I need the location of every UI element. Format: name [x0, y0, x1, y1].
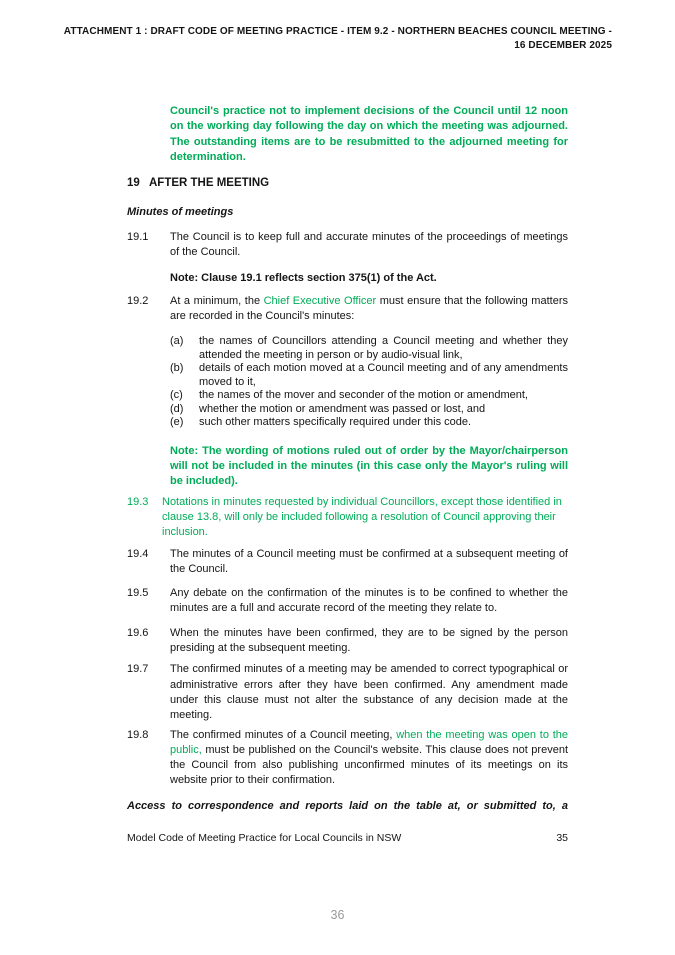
document-header [58, 25, 612, 53]
clause-19-3-number: 19.3 [127, 495, 149, 508]
clause-19-1 [127, 230, 568, 261]
pdf-page-number: 36 [330, 908, 345, 922]
clause-19-8-number: 19.8 [127, 728, 149, 741]
closing-subheading-access-to-correspondence: Access to correspondence and reports laid on the table at, or submitted to, a [127, 799, 568, 812]
clause-19-7-number: 19.7 [127, 663, 149, 676]
footer-title: Model Code of Meeting Practice for Local Councils in NSW [127, 832, 402, 844]
clause-19-7-text: The confirmed minutes of a meeting may be amended to correct typographical or administrative errors after they have been confirmed. Any amendment made under this clause must not alter the substance of any decision made at the meeting. [170, 663, 568, 722]
header-line-2: 16 DECEMBER 2025 [514, 40, 612, 51]
clause-19-2-list [127, 335, 568, 430]
list-item-a [127, 335, 568, 362]
list-item-a-label: (a) [170, 335, 184, 348]
clause-19-4-text: The minutes of a Council meeting must be confirmed at a subsequent meeting of the Council. [170, 547, 568, 575]
note-motions-ruled-out-of-order: Note: The wording of motions ruled out of order by the Mayor/chairperson will not be included in the minutes (in this case only the Mayor's ruling will be included). [170, 444, 568, 488]
clause-19-6-number: 19.6 [127, 626, 149, 639]
list-item-e-text: such other matters specifically required under this code. [199, 416, 472, 429]
list-item-e [127, 416, 568, 430]
green-phrase-open-to-public: when the meeting was open to the public, [170, 728, 568, 756]
footer-page-35: 35 [556, 832, 568, 844]
list-item-e-label: (e) [170, 416, 184, 429]
clause-19-6 [127, 626, 568, 657]
clause-19-7 [127, 662, 568, 723]
clause-19-5-text: Any debate on the confirmation of the minutes is to be confined to whether the minutes are a full and accurate record of the meeting they relate to. [170, 587, 568, 615]
list-item-c-label: (c) [170, 389, 183, 402]
green-quote-paragraph: Council's practice not to implement decisions of the Council until 12 noon on the working day following the day on which the meeting was adjourned. The outstanding items are to be resubmitted to the adjourned meeting for determination. [170, 105, 568, 163]
clause-19-8 [127, 728, 568, 789]
list-item-a-text: the names of Councillors attending a Council meeting and whether they attended the meeting in person or by audio-visual link, [199, 335, 568, 361]
list-item-c [127, 389, 568, 403]
section-heading [127, 176, 568, 191]
header-line-1: ATTACHMENT 1 : DRAFT CODE OF MEETING PRACTICE - ITEM 9.2 - NORTHERN BEACHES COUNCIL MEETING - [63, 26, 612, 37]
list-item-d-text: whether the motion or amendment was passed or lost, and [199, 402, 486, 415]
clause-19-2-number: 19.2 [127, 294, 149, 307]
clause-19-4 [127, 547, 568, 578]
subheading-minutes-of-meetings: Minutes of meetings [127, 206, 234, 219]
clause-19-8-text: The confirmed minutes of a Council meeting, when the meeting was open to the public, must be published on the Council's website. This clause does not prevent the Council from also publishing unconfirmed minutes of its meetings on its website prior to their confirmation. [170, 728, 568, 787]
clause-19-6-text: When the minutes have been confirmed, they are to be signed by the person presiding at the subsequent meeting. [170, 626, 568, 655]
clause-19-4-number: 19.4 [127, 547, 149, 560]
clause-19-5-number: 19.5 [127, 587, 149, 600]
list-item-b [127, 362, 568, 389]
clause-19-2 [127, 294, 568, 325]
section-number: 19 [127, 177, 140, 190]
list-item-b-text: details of each motion moved at a Council meeting and of any amendments moved to it, [199, 362, 568, 388]
clause-19-1-number: 19.1 [127, 230, 149, 243]
document-footer [127, 832, 568, 844]
list-item-b-label: (b) [170, 362, 184, 375]
clause-19-2-text: At a minimum, the Chief Executive Officer must ensure that the following matters are recorded in the Council's minutes: [170, 294, 568, 322]
clause-19-1-text: The Council is to keep full and accurate minutes of the proceedings of meetings of the Council. [170, 230, 568, 259]
section-title: AFTER THE MEETING [149, 177, 270, 190]
clause-19-3-text: Notations in minutes requested by individual Councillors, except those identified in clause 13.8, will only be included following a resolution of Council approving their inclusion. [162, 495, 562, 539]
clause-19-3 [127, 495, 568, 541]
list-item-d-label: (d) [170, 402, 184, 415]
document-body [127, 104, 568, 814]
note-clause-19-1: Note: Clause 19.1 reflects section 375(1) of the Act. [170, 272, 437, 285]
list-item-d [127, 403, 568, 417]
list-item-c-text: the names of the mover and seconder of the motion or amendment, [199, 389, 528, 402]
green-phrase-chief-executive-officer: Chief Executive Officer [263, 294, 377, 307]
clause-19-5 [127, 586, 568, 617]
